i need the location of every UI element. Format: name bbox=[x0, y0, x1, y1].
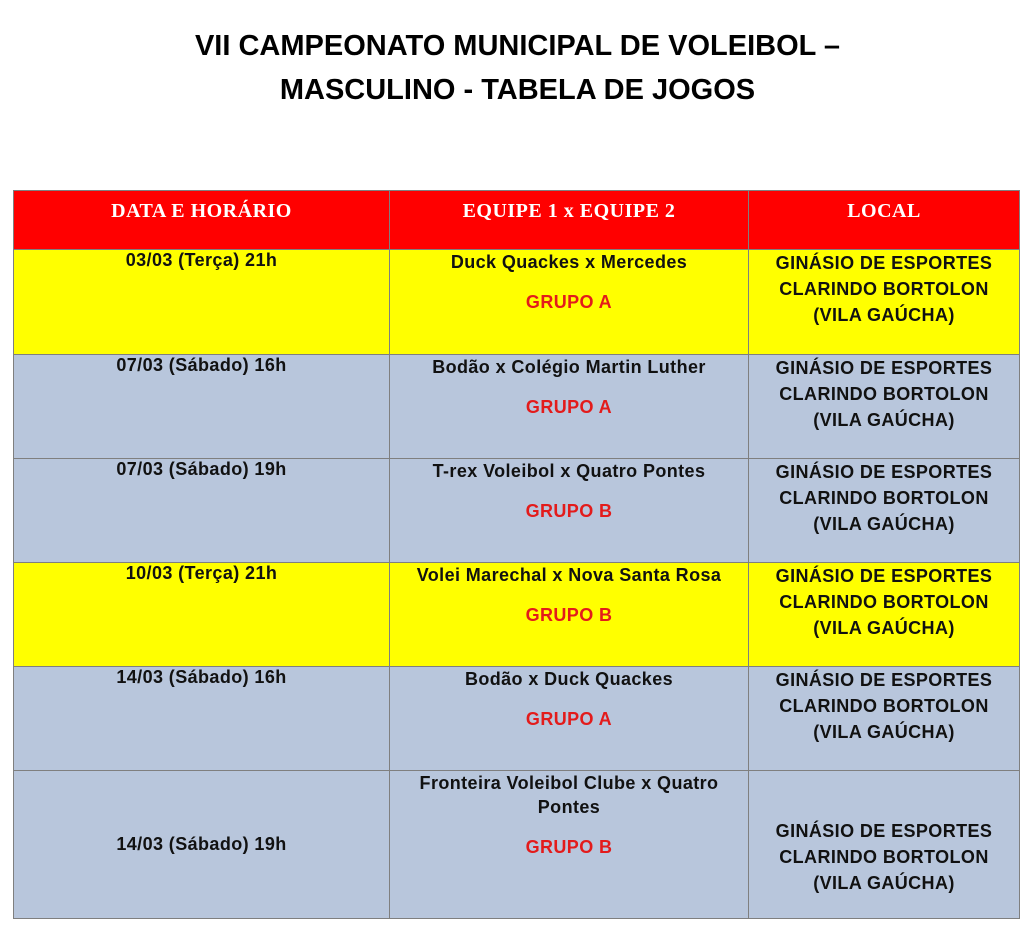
match-group: GRUPO A bbox=[525, 709, 613, 729]
match-cell bbox=[390, 563, 749, 667]
match-teams: Bodão x Duck Quackes bbox=[464, 669, 674, 689]
match-teams: Fronteira Voleibol Clube x Quatro Pontes bbox=[419, 773, 719, 817]
match-teams: Volei Marechal x Nova Santa Rosa bbox=[416, 565, 722, 585]
venue-line: GINÁSIO DE ESPORTES bbox=[775, 566, 993, 586]
venue-line: GINÁSIO DE ESPORTES bbox=[775, 358, 993, 378]
match-date: 10/03 (Terça) 21h bbox=[14, 563, 390, 667]
table-row bbox=[14, 667, 1020, 771]
match-group: GRUPO A bbox=[525, 397, 613, 417]
match-venue bbox=[749, 667, 1020, 771]
venue-line: (VILA GAÚCHA) bbox=[813, 618, 955, 638]
venue-line: CLARINDO BORTOLON bbox=[779, 488, 989, 508]
venue-line: (VILA GAÚCHA) bbox=[813, 514, 955, 534]
table-row bbox=[14, 563, 1020, 667]
match-teams: Bodão x Colégio Martin Luther bbox=[432, 357, 706, 377]
table-row bbox=[14, 250, 1020, 355]
venue-line: CLARINDO BORTOLON bbox=[779, 696, 989, 716]
match-venue bbox=[749, 563, 1020, 667]
header-date-time: DATA E HORÁRIO bbox=[14, 191, 390, 250]
match-date: 14/03 (Sábado) 19h bbox=[14, 771, 390, 919]
match-date: 03/03 (Terça) 21h bbox=[14, 250, 390, 355]
page-title bbox=[0, 24, 1035, 112]
match-group: GRUPO B bbox=[525, 605, 613, 625]
match-date: 14/03 (Sábado) 16h bbox=[14, 667, 390, 771]
match-group: GRUPO B bbox=[525, 501, 613, 521]
venue-line: CLARINDO BORTOLON bbox=[779, 847, 989, 867]
match-venue bbox=[749, 771, 1020, 919]
match-teams: Duck Quackes x Mercedes bbox=[450, 252, 688, 272]
match-date: 07/03 (Sábado) 16h bbox=[14, 355, 390, 459]
venue-line: (VILA GAÚCHA) bbox=[813, 410, 955, 430]
header-local: LOCAL bbox=[749, 191, 1020, 250]
venue-line: GINÁSIO DE ESPORTES bbox=[775, 670, 993, 690]
match-venue bbox=[749, 355, 1020, 459]
title-line-2: MASCULINO - TABELA DE JOGOS bbox=[279, 74, 756, 106]
match-cell bbox=[390, 459, 749, 563]
schedule-table bbox=[13, 190, 1020, 919]
title-line-1: VII CAMPEONATO MUNICIPAL DE VOLEIBOL – bbox=[194, 30, 841, 62]
match-venue bbox=[749, 250, 1020, 355]
venue-line: GINÁSIO DE ESPORTES bbox=[775, 462, 993, 482]
venue-line: CLARINDO BORTOLON bbox=[779, 592, 989, 612]
venue-line: (VILA GAÚCHA) bbox=[813, 873, 955, 893]
table-row bbox=[14, 459, 1020, 563]
match-cell bbox=[390, 355, 749, 459]
match-date: 07/03 (Sábado) 19h bbox=[14, 459, 390, 563]
header-teams: EQUIPE 1 x EQUIPE 2 bbox=[390, 191, 749, 250]
match-teams: T-rex Voleibol x Quatro Pontes bbox=[432, 461, 706, 481]
match-group: GRUPO A bbox=[525, 292, 613, 312]
venue-line: CLARINDO BORTOLON bbox=[779, 279, 989, 299]
venue-line: (VILA GAÚCHA) bbox=[813, 305, 955, 325]
match-cell bbox=[390, 771, 749, 919]
match-group: GRUPO B bbox=[525, 837, 613, 857]
table-row bbox=[14, 771, 1020, 919]
match-cell bbox=[390, 667, 749, 771]
table-header-row bbox=[14, 191, 1020, 250]
venue-line: GINÁSIO DE ESPORTES bbox=[775, 821, 993, 841]
match-cell bbox=[390, 250, 749, 355]
venue-line: GINÁSIO DE ESPORTES bbox=[775, 253, 993, 273]
venue-line: CLARINDO BORTOLON bbox=[779, 384, 989, 404]
table-row bbox=[14, 355, 1020, 459]
venue-line: (VILA GAÚCHA) bbox=[813, 722, 955, 742]
match-venue bbox=[749, 459, 1020, 563]
